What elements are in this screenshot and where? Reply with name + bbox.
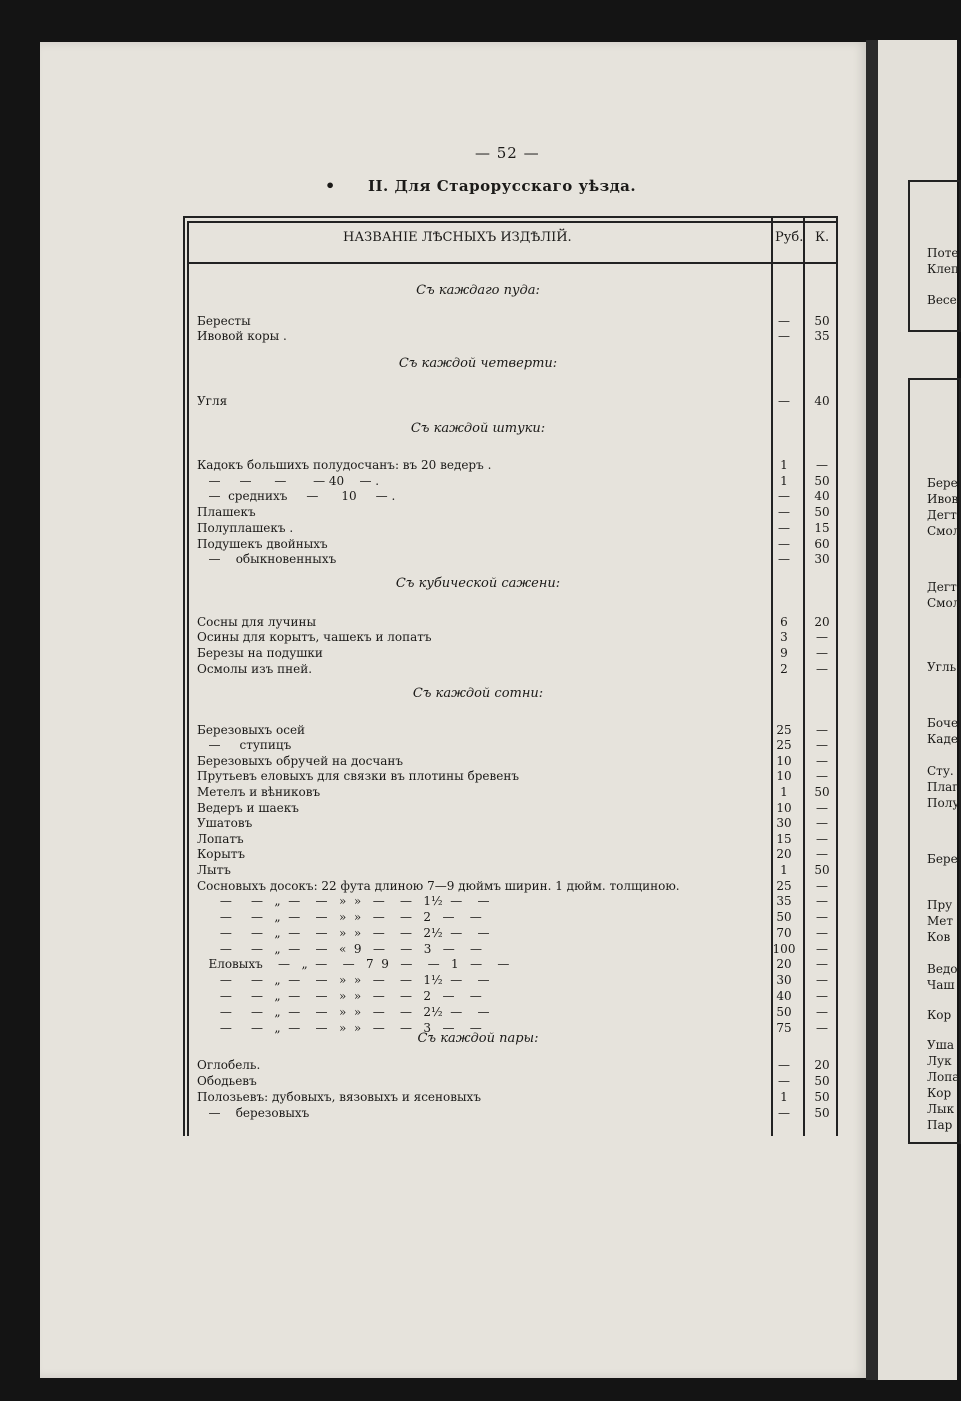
header-kop: К. <box>815 230 830 245</box>
price-kopecks: 30 <box>814 552 830 566</box>
price-rubles: 3 <box>780 630 788 644</box>
table-row <box>183 879 838 894</box>
price-kopecks: 15 <box>814 521 830 535</box>
price-rubles: — <box>778 521 790 535</box>
item-name: — — „ — — » » — — 1½ — — <box>197 973 490 987</box>
facing-page-text: Ивов <box>927 492 959 506</box>
item-name: Лопатъ <box>197 832 244 846</box>
price-rubles: — <box>778 552 790 566</box>
header-rub: Руб. <box>775 230 804 245</box>
price-rubles: — <box>778 489 790 503</box>
table-row <box>183 738 838 753</box>
item-name: Подушекъ двойныхъ <box>197 537 328 551</box>
table-top-border <box>183 216 838 218</box>
facing-page-text: Лук <box>927 1054 952 1068</box>
table-row <box>183 847 838 862</box>
table-row <box>183 816 838 831</box>
table-row <box>183 942 838 957</box>
item-name: Бересты <box>197 314 251 328</box>
table-row <box>183 329 838 344</box>
table-row <box>183 769 838 784</box>
item-name: Кадокъ большихъ полудосчанъ: въ 20 ведеръ . <box>197 458 492 472</box>
table-row <box>183 630 838 645</box>
price-rubles: — <box>778 394 790 408</box>
price-rubles: — <box>778 314 790 328</box>
item-name: Полозьевъ: дубовыхъ, вязовыхъ и ясеновыхъ <box>197 1090 481 1104</box>
item-name: — — „ — — » » — — 1½ — — <box>197 894 490 908</box>
facing-page-text: Смол <box>927 596 961 610</box>
table-row <box>183 1090 838 1105</box>
price-rubles: 1 <box>780 458 788 472</box>
price-rubles: 25 <box>776 723 792 737</box>
price-rubles: 40 <box>776 989 792 1003</box>
table-row <box>183 552 838 567</box>
facing-page-text: Кор <box>927 1086 952 1100</box>
table-row <box>183 863 838 878</box>
facing-page-text: Пру <box>927 898 953 912</box>
item-name: Осмолы изъ пней. <box>197 662 313 676</box>
item-name: — ступицъ <box>197 738 292 752</box>
facing-page-text: Каде <box>927 732 958 746</box>
price-kopecks: 50 <box>814 314 830 328</box>
category-heading: Съ каждой четверти: <box>398 356 558 371</box>
price-rubles: 20 <box>776 957 792 971</box>
price-rubles: 9 <box>780 646 788 660</box>
item-name: — — „ — — » » — — 3 — — <box>197 1021 482 1035</box>
price-rubles: 35 <box>776 894 792 908</box>
category-heading: Съ каждаго пуда: <box>416 283 540 298</box>
item-name: — — „ — — » » — — 2 — — <box>197 910 482 924</box>
facing-page-text: Уша <box>927 1038 954 1052</box>
price-kopecks: — <box>816 847 828 861</box>
item-name: — — „ — — » » — — 2 — — <box>197 989 482 1003</box>
price-kopecks: 60 <box>814 537 830 551</box>
price-rubles: — <box>778 537 790 551</box>
table-row <box>183 662 838 677</box>
price-rubles: — <box>778 505 790 519</box>
price-rubles: 25 <box>776 738 792 752</box>
table-row <box>183 615 838 630</box>
price-rubles: 100 <box>772 942 796 956</box>
table-row <box>183 474 838 489</box>
item-name: Ободьевъ <box>197 1074 257 1088</box>
table-row <box>183 537 838 552</box>
price-kopecks: — <box>816 957 828 971</box>
item-name: Угля <box>197 394 228 408</box>
facing-page-text: Мет <box>927 914 954 928</box>
price-kopecks: — <box>816 630 828 644</box>
table-row <box>183 989 838 1004</box>
price-kopecks: 40 <box>814 394 830 408</box>
price-kopecks: — <box>816 832 828 846</box>
item-name: — березовыхъ <box>197 1106 310 1120</box>
item-name: Ивовой коры . <box>197 329 287 343</box>
table-row <box>183 1058 838 1073</box>
facing-page-text: Полу <box>927 796 960 810</box>
table-row <box>183 832 838 847</box>
facing-page-text: Клеп <box>927 262 960 276</box>
price-kopecks: — <box>816 801 828 815</box>
price-rubles: 50 <box>776 1005 792 1019</box>
price-kopecks: — <box>816 1021 828 1035</box>
price-kopecks: — <box>816 942 828 956</box>
item-name: Березовыхъ обручей на досчанъ <box>197 754 404 768</box>
item-name: Ведеръ и шаекъ <box>197 801 299 815</box>
price-rubles: 30 <box>776 973 792 987</box>
item-name: Корытъ <box>197 847 246 861</box>
price-kopecks: — <box>816 769 828 783</box>
category-heading: Съ каждой сотни: <box>412 686 544 701</box>
price-rubles: 15 <box>776 832 792 846</box>
item-name: Метелъ и вѣниковъ <box>197 785 321 799</box>
price-kopecks: — <box>816 646 828 660</box>
price-kopecks: 50 <box>814 1074 830 1088</box>
facing-page-text: Пар <box>927 1118 953 1132</box>
facing-page-text: Лык <box>927 1102 955 1116</box>
table-row <box>183 1005 838 1020</box>
price-rubles: 50 <box>776 910 792 924</box>
facing-page-text: Лопа <box>927 1070 960 1084</box>
price-kopecks: — <box>816 1005 828 1019</box>
table-row <box>183 505 838 520</box>
item-name: Сосны для лучины <box>197 615 317 629</box>
item-name: Березы на подушки <box>197 646 323 660</box>
item-name: Плашекъ <box>197 505 256 519</box>
price-rubles: 10 <box>776 769 792 783</box>
price-kopecks: — <box>816 910 828 924</box>
price-kopecks: — <box>816 879 828 893</box>
price-rubles: 6 <box>780 615 788 629</box>
price-kopecks: — <box>816 723 828 737</box>
category-heading: Съ каждой пары: <box>417 1031 539 1046</box>
table-row <box>183 926 838 941</box>
table-row <box>183 754 838 769</box>
facing-page-text: Дегт <box>927 580 957 594</box>
price-rubles: 1 <box>780 785 788 799</box>
forest-products-table <box>183 216 838 1136</box>
table-row <box>183 489 838 504</box>
category-heading: Съ каждой штуки: <box>410 421 546 436</box>
category-heading: Съ кубической сажени: <box>395 576 561 591</box>
item-name: — — — — 40 — . <box>197 474 380 488</box>
price-kopecks: — <box>816 754 828 768</box>
table-row <box>183 314 838 329</box>
header-name: НАЗВАНІЕ ЛѢСНЫХЪ ИЗДѢЛІЙ. <box>343 230 572 245</box>
price-kopecks: — <box>816 738 828 752</box>
price-rubles: 1 <box>780 474 788 488</box>
table-row <box>183 521 838 536</box>
table-row <box>183 1021 838 1036</box>
item-name: Лытъ <box>197 863 231 877</box>
table-row <box>183 894 838 909</box>
bullet-mark: • <box>325 176 336 195</box>
price-kopecks: 40 <box>814 489 830 503</box>
item-name: Полуплашекъ . <box>197 521 294 535</box>
facing-page-text: Бере <box>927 852 958 866</box>
facing-page-text: Угль <box>927 660 957 674</box>
price-kopecks: 50 <box>814 1090 830 1104</box>
table-row <box>183 1074 838 1089</box>
price-rubles: 10 <box>776 754 792 768</box>
table-row <box>183 973 838 988</box>
facing-page-text: Сту. <box>927 764 954 778</box>
facing-page-text: Боче <box>927 716 959 730</box>
page-number: — 52 — <box>475 144 540 162</box>
table-row <box>183 1106 838 1121</box>
item-name: — — „ — — » » — — 2½ — — <box>197 926 490 940</box>
price-kopecks: 50 <box>814 863 830 877</box>
price-rubles: — <box>778 329 790 343</box>
price-kopecks: 35 <box>814 329 830 343</box>
price-kopecks: 50 <box>814 1106 830 1120</box>
item-name: Березовыхъ осей <box>197 723 306 737</box>
price-kopecks: 50 <box>814 474 830 488</box>
price-kopecks: — <box>816 662 828 676</box>
table-row <box>183 458 838 473</box>
price-kopecks: — <box>816 894 828 908</box>
facing-page-text: Ведо <box>927 962 958 976</box>
facing-page-text: Кор <box>927 1008 952 1022</box>
facing-page-text: Смол <box>927 524 961 538</box>
facing-page-text: Плаг <box>927 780 959 794</box>
facing-page-text: Бере <box>927 476 958 490</box>
price-rubles: 30 <box>776 816 792 830</box>
item-name: Оглобель. <box>197 1058 261 1072</box>
price-rubles: 10 <box>776 801 792 815</box>
price-kopecks: — <box>816 458 828 472</box>
price-rubles: 70 <box>776 926 792 940</box>
item-name: Еловыхъ — „ — — 7 9 — — 1 — — <box>197 957 510 971</box>
item-name: — обыкновенныхъ <box>197 552 337 566</box>
table-row <box>183 723 838 738</box>
price-rubles: 25 <box>776 879 792 893</box>
facing-page-text: Поте <box>927 246 959 260</box>
price-rubles: — <box>778 1074 790 1088</box>
facing-page-text: Дегт <box>927 508 957 522</box>
facing-page-text: Весе <box>927 293 957 307</box>
table-row <box>183 785 838 800</box>
price-kopecks: — <box>816 926 828 940</box>
facing-page <box>878 40 961 1380</box>
price-rubles: 75 <box>776 1021 792 1035</box>
price-kopecks: 20 <box>814 615 830 629</box>
item-name: Ушатовъ <box>197 816 253 830</box>
table-row <box>183 801 838 816</box>
price-rubles: — <box>778 1106 790 1120</box>
price-kopecks: 50 <box>814 785 830 799</box>
price-kopecks: — <box>816 816 828 830</box>
book-gutter <box>866 40 878 1380</box>
item-name: — среднихъ — 10 — . <box>197 489 396 503</box>
table-row <box>183 910 838 925</box>
facing-page-text: Ков <box>927 930 951 944</box>
price-kopecks: 50 <box>814 505 830 519</box>
table-top-inner <box>187 221 838 223</box>
item-name: Сосновыхъ досокъ: 22 фута длиною 7—9 дюймъ ширин. 1 дюйм. толщиною. <box>197 879 680 893</box>
table-row <box>183 957 838 972</box>
price-kopecks: 20 <box>814 1058 830 1072</box>
section-title: II. Для Старорусскаго уѣзда. <box>368 177 637 195</box>
price-kopecks: — <box>816 989 828 1003</box>
price-kopecks: — <box>816 973 828 987</box>
table-row <box>183 646 838 661</box>
price-rubles: 2 <box>780 662 788 676</box>
price-rubles: 1 <box>780 863 788 877</box>
facing-page-text: Чаш <box>927 978 955 992</box>
item-name: — — „ — — « 9 — — 3 — — <box>197 942 483 956</box>
item-name: Осины для корытъ, чашекъ и лопатъ <box>197 630 432 644</box>
table-row <box>183 394 838 409</box>
price-rubles: 20 <box>776 847 792 861</box>
price-rubles: — <box>778 1058 790 1072</box>
table-header-rule <box>187 262 838 264</box>
price-rubles: 1 <box>780 1090 788 1104</box>
item-name: — — „ — — » » — — 2½ — — <box>197 1005 490 1019</box>
item-name: Прутьевъ еловыхъ для связки въ плотины бревенъ <box>197 769 520 783</box>
